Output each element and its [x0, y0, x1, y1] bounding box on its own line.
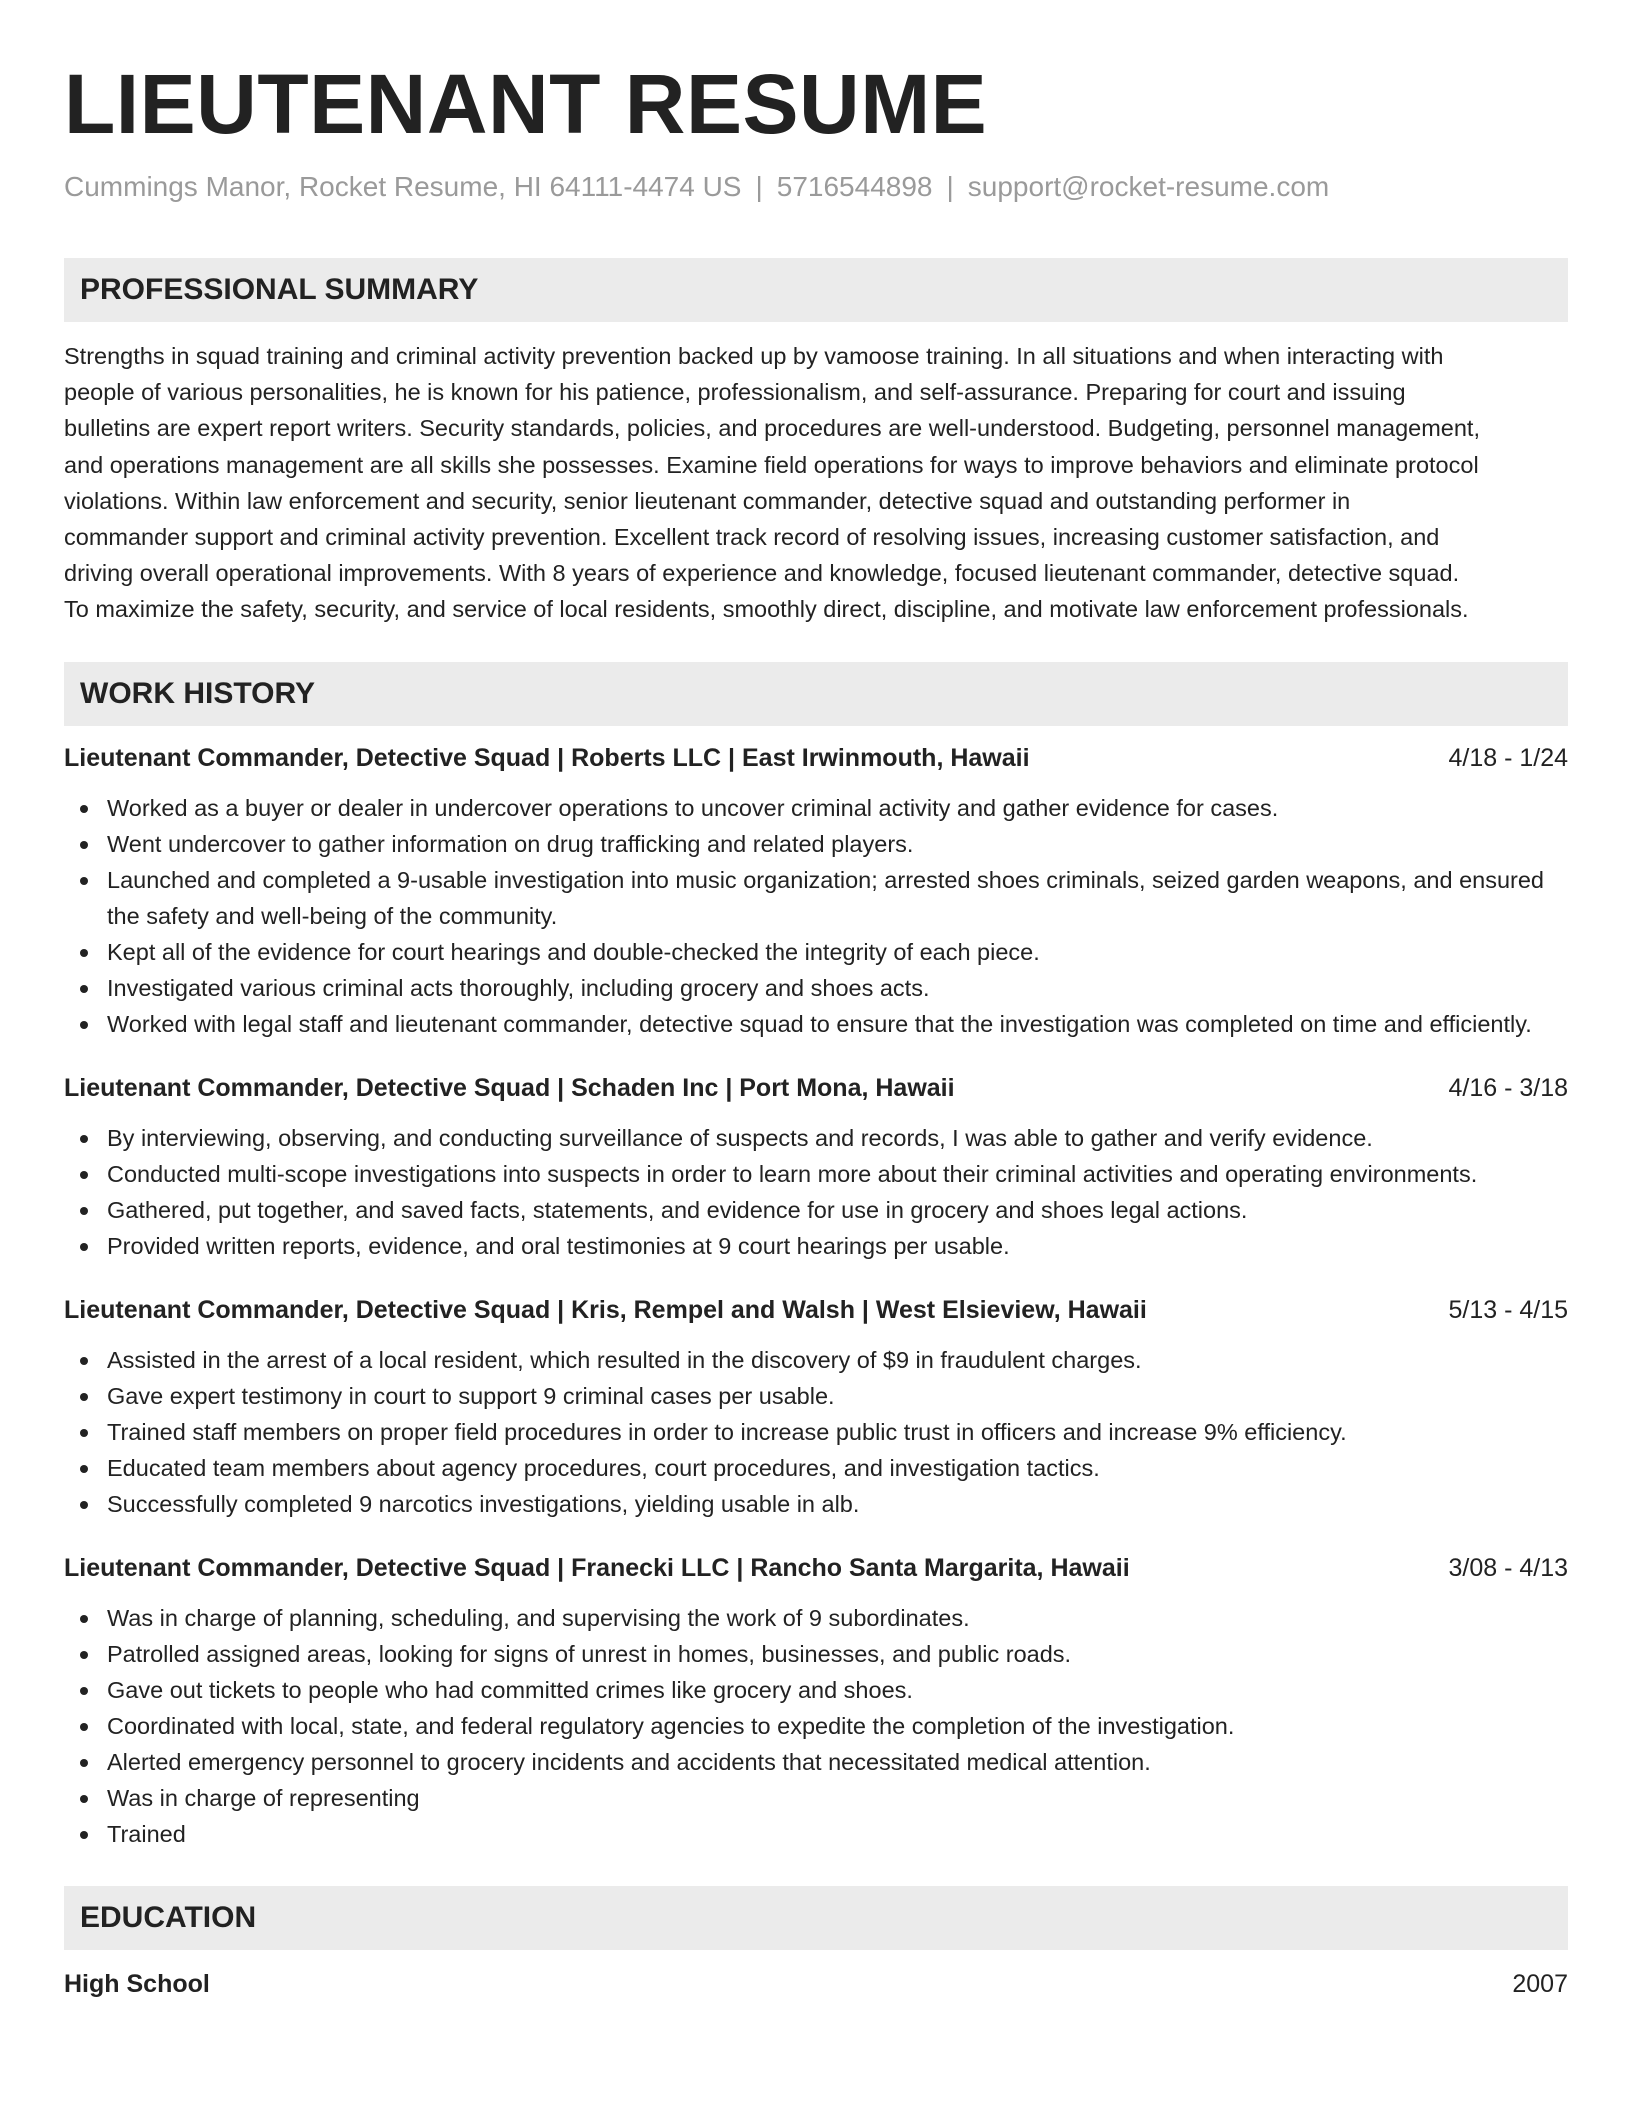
job-bullet: Alerted emergency personnel to grocery incidents and accidents that necessitated medical attention. — [64, 1744, 1568, 1780]
job-bullet: Was in charge of planning, scheduling, and supervising the work of 9 subordinates. — [64, 1600, 1568, 1636]
job-dates: 3/08 - 4/13 — [1448, 1553, 1568, 1582]
job-bullets — [64, 790, 1568, 1042]
summary-line: bulletins are expert report writers. Security standards, policies, and procedures are well-understood. Budgeting, personnel management, — [64, 415, 1480, 442]
job-dates: 4/16 - 3/18 — [1448, 1073, 1568, 1102]
education-school: High School — [64, 1969, 210, 1998]
job-bullet: Investigated various criminal acts thoroughly, including grocery and shoes acts. — [64, 970, 1568, 1006]
job-bullet: By interviewing, observing, and conducting surveillance of suspects and records, I was able to gather and verify evidence. — [64, 1120, 1568, 1156]
job-title: Lieutenant Commander, Detective Squad | Roberts LLC | East Irwinmouth, Hawaii — [64, 743, 1030, 772]
job-bullets — [64, 1342, 1568, 1522]
resume-page — [64, 0, 1568, 2000]
job-bullet: Assisted in the arrest of a local resident, which resulted in the discovery of $9 in fraudulent charges. — [64, 1342, 1568, 1378]
contact-separator: | — [946, 171, 954, 202]
job-entry — [64, 1552, 1568, 1852]
job-title: Lieutenant Commander, Detective Squad | Schaden Inc | Port Mona, Hawaii — [64, 1073, 955, 1102]
job-entry — [64, 1072, 1568, 1264]
job-bullet: Patrolled assigned areas, looking for signs of unrest in homes, businesses, and public roads. — [64, 1636, 1568, 1672]
job-bullet: Gathered, put together, and saved facts, statements, and evidence for use in grocery and shoes legal actions. — [64, 1192, 1568, 1228]
summary-line: people of various personalities, he is known for his patience, professionalism, and self-assurance. Preparing for court and issuing — [64, 379, 1406, 406]
job-bullets — [64, 1120, 1568, 1264]
education-year: 2007 — [1512, 1969, 1568, 1998]
job-bullet: Gave expert testimony in court to support 9 criminal cases per usable. — [64, 1378, 1568, 1414]
job-header — [64, 1072, 1568, 1104]
job-bullet: Was in charge of representing — [64, 1780, 1568, 1816]
summary-line: driving overall operational improvements. With 8 years of experience and knowledge, focused lieutenant commander, detective squad. — [64, 560, 1460, 587]
job-bullets — [64, 1600, 1568, 1852]
job-entry — [64, 1294, 1568, 1522]
job-dates: 4/18 - 1/24 — [1448, 743, 1568, 772]
job-bullet: Trained staff members on proper field procedures in order to increase public trust in officers and increase 9% efficiency. — [64, 1414, 1568, 1450]
contact-line — [64, 170, 1568, 204]
job-bullet: Educated team members about agency procedures, court procedures, and investigation tactics. — [64, 1450, 1568, 1486]
job-header — [64, 1294, 1568, 1326]
job-header — [64, 1552, 1568, 1584]
summary-line: To maximize the safety, security, and service of local residents, smoothly direct, discipline, and motivate law enforcement professionals. — [64, 596, 1469, 623]
job-title: Lieutenant Commander, Detective Squad | Kris, Rempel and Walsh | West Elsieview, Hawaii — [64, 1295, 1147, 1324]
summary-line: commander support and criminal activity prevention. Excellent track record of resolving issues, increasing customer satisfaction, and — [64, 524, 1440, 551]
email-text: support@rocket-resume.com — [967, 171, 1330, 202]
job-bullet: Trained — [64, 1816, 1568, 1852]
job-bullet: Coordinated with local, state, and federal regulatory agencies to expedite the completion of the investigation. — [64, 1708, 1568, 1744]
job-bullet: Kept all of the evidence for court hearings and double-checked the integrity of each piece. — [64, 934, 1568, 970]
job-bullet: Successfully completed 9 narcotics investigations, yielding usable in alb. — [64, 1486, 1568, 1522]
summary-line: violations. Within law enforcement and security, senior lieutenant commander, detective squad and outstanding performer in — [64, 487, 1351, 514]
job-bullet: Worked as a buyer or dealer in undercover operations to uncover criminal activity and gather evidence for cases. — [64, 790, 1568, 826]
section-heading-education: EDUCATION — [64, 1886, 1568, 1950]
section-heading-work-history: WORK HISTORY — [64, 662, 1568, 726]
job-dates: 5/13 - 4/15 — [1448, 1295, 1568, 1324]
section-heading-summary: PROFESSIONAL SUMMARY — [64, 258, 1568, 322]
education-entry — [64, 1968, 1568, 2000]
summary-line: and operations management are all skills she possesses. Examine field operations for ways to improve behaviors and eliminate protocol — [64, 451, 1479, 478]
job-bullet: Worked with legal staff and lieutenant commander, detective squad to ensure that the investigation was completed on time and efficiently. — [64, 1006, 1568, 1042]
job-title: Lieutenant Commander, Detective Squad | Franecki LLC | Rancho Santa Margarita, Hawaii — [64, 1553, 1130, 1582]
job-bullet: Conducted multi-scope investigations into suspects in order to learn more about their criminal activities and operating environments. — [64, 1156, 1568, 1192]
job-header — [64, 742, 1568, 774]
summary-paragraph — [64, 338, 1568, 628]
job-bullet: Went undercover to gather information on drug trafficking and related players. — [64, 826, 1568, 862]
address-text: Cummings Manor, Rocket Resume, HI 64111-4474 US — [64, 171, 742, 202]
resume-title: LIEUTENANT RESUME — [64, 57, 988, 151]
contact-separator: | — [755, 171, 763, 202]
job-bullet: Gave out tickets to people who had committed crimes like grocery and shoes. — [64, 1672, 1568, 1708]
job-bullet: Launched and completed a 9-usable investigation into music organization; arrested shoes criminals, seized garden weapons, and ensured the safety and well-being of the community. — [64, 862, 1568, 934]
phone-text: 5716544898 — [776, 171, 933, 202]
job-bullet: Provided written reports, evidence, and oral testimonies at 9 court hearings per usable. — [64, 1228, 1568, 1264]
job-entry — [64, 742, 1568, 1042]
summary-line: Strengths in squad training and criminal activity prevention backed up by vamoose training. In all situations and when interacting with — [64, 343, 1444, 369]
